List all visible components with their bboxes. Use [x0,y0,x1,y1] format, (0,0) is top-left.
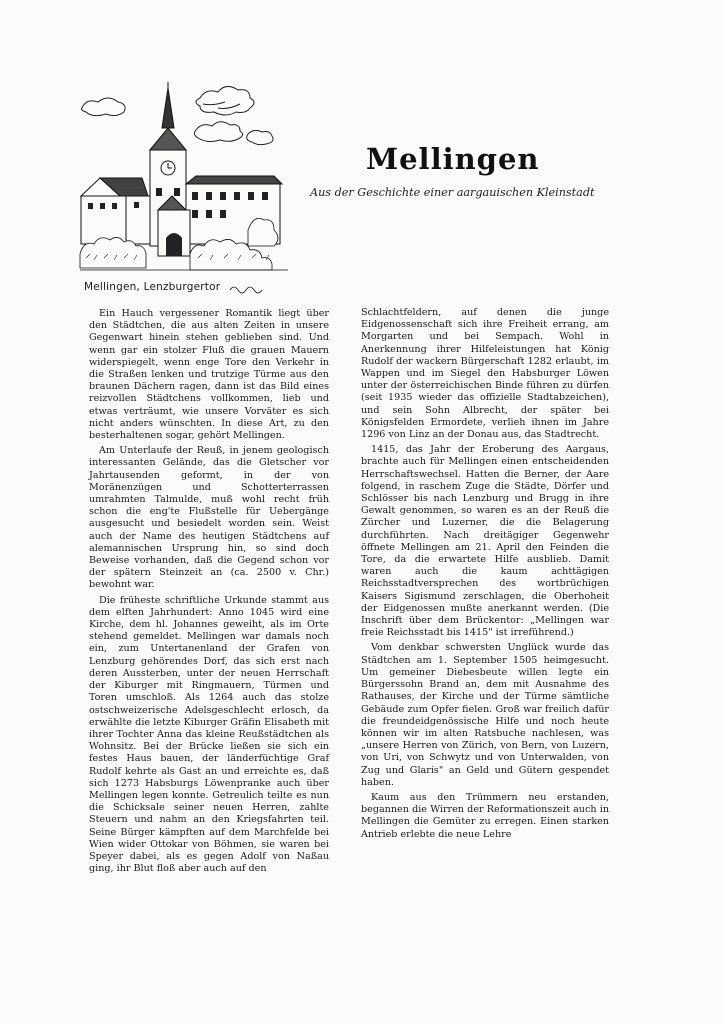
paragraph: Die früheste schriftliche Urkunde stammt aus dem elften Jahrhundert: Anno 1045 wird eine Kirche, dem hl. Johannes geweiht, als im Orte stehend gemeldet. Mellingen war damals noch ein, zum Untertanenland der Grafen von Lenzburg gehörendes Dorf, das sich erst nach deren Aussterben, unter der neuen Herrschaft der Kiburger mit Ringmauern, Türmen und Toren umschloß. Als 1264 auch das stolze ostschweizerische Adelsgeschlecht erlosch, da erwählte die letzte Kiburger Gräfin Elisabeth mit ihrer Tochter Anna das kleine Reußstädtchen als Wohnsitz. Bei der Brücke ließen sie sich ein festes Haus bauen, der länderfüchtige Graf Rudolf kehrte als Gast an und erreichte es, daß sich 1273 Habsburgs Löwenpranke auch über Mellingen legen konnte. Getreulich teilte es nun die Schicksale seiner neuen Herren, zahlte Steuern und nahm an den Kriegsfahrten teil. Seine Bürger kämpften auf dem Marchfelde bei Wien wider Ottokar von Böhmen, sie waren bei Speyer dabei, als es gegen Adolf von Naßau ging, ihr Blut floß aber auch auf den [89,594,329,875]
paragraph: 1415, das Jahr der Eroberung des Aargaus, brachte auch für Mellingen einen entscheidenden Herrschaftswechsel. Hatten die Berner, der Aare folgend, in raschem Zuge die Städte, Dörfer und Schlösser bis nach Lenzburg und Brugg in ihre Gewalt genommen, so waren es an der Reuß die Zürcher und Luzerner, die die Belagerung durchführten. Nach dreitägiger Gegenwehr öffnete Mellingen am 21. April den Feinden die Tore, da die erwartete Hilfe ausblieb. Damit waren auch die kaum achttägigen Reichsstadtversprechen des wortbrüchigen Kaisers Sigismund zerschlagen, die Oberhoheit der Eidgenossen mußte anerkannt werden. (Die Inschrift über dem Brückentor: „Mellingen war freie Reichsstadt bis 1415" ist irreführend.) [361,444,609,639]
paragraph: Am Unterlaufe der Reuß, in jenem geologisch interessanten Gelände, das die Gletscher vor Jahrtausenden geformt, in der von Moränenzügen und Schotterterrassen umrahmten Talmulde, muß wohl recht früh schon die eng'te Flußstelle für Uebergänge ausgesucht und besiedelt worden sein. Weist auch der Name des heutigen Städtchens auf alemannischen Ursprung hin, so sind doch Beweise vorhanden, daß die Gegend schon vor der spätern Steinzeit an (ca. 2500 v. Chr.) bewohnt war. [89,445,329,591]
paragraph: Schlachtfeldern, auf denen die junge Eidgenossenschaft sich ihre Freiheit errang, am Morgarten und bei Sempach. Wohl in Anerkennung ihrer Hilfeleistungen hat König Rudolf der wackern Bürgerschaft 1282 erlaubt, im Wappen und im Siegel den Habsburger Löwen unter der österreichischen Binde führen zu dürfen (seit 1935 wieder das offizielle Stadtabzeichen), und sein Sohn Albrecht, der später bei Königsfelden Ermordete, verlieh ihnen im Jahre 1296 von Linz an der Donau aus, das Stadtrecht. [361,307,609,441]
paragraph: Vom denkbar schwersten Unglück wurde das Städtchen am 1. September 1505 heimgesucht. Um gemeiner Diebesbeute willen legte ein Bürgerssohn Brand an, dem mit Ausnahme des Rathauses, der Kirche und der Türme sämtliche Gebäude zum Opfer fielen. Groß war freilich dafür die freundeidgenössische Hilfe und noch heute können wir im alten Ratsbuche nachlesen, was „unsere Herren von Zürich, von Bern, von Luzern, von Uri, von Schwytz und von Unterwalden, von Zug und Glaris" an Geld und Gütern gespendet haben. [361,642,609,788]
text-column-left [89,308,329,875]
paragraph: Ein Hauch vergessener Romantik liegt über den Städtchen, die aus alten Zeiten in unsere Gegenwart hinein stehen geblieben sind. Und wenn gar ein stolzer Fluß die grauen Mauern widerspiegelt, wenn enge Tore den Verkehr in die Straßen lenken und trutzige Türme aus den braunen Dächern ragen, dann ist das Bild eines reizvollen Städtchens vollkommen, lieb und etwas verträumt, wie unsere Vorväter es sich nicht anders wünschten. In diese Art, zu den besterhaltenen sogar, gehört Mellingen. [89,308,329,442]
paragraph: Kaum aus den Trümmern neu erstanden, begannen die Wirren der Reformationszeit auch in Mellingen die Gemüter zu erregen. Einen starken Antrieb erlebte die neue Lehre [361,791,609,840]
page-title: Mellingen [366,142,540,176]
text-column-right [361,307,609,841]
illustration-caption: Mellingen, Lenzburgertor [84,281,221,293]
town-gate-illustration [78,78,296,300]
page-subtitle: Aus der Geschichte einer aargauischen Kleinstadt [310,186,595,199]
